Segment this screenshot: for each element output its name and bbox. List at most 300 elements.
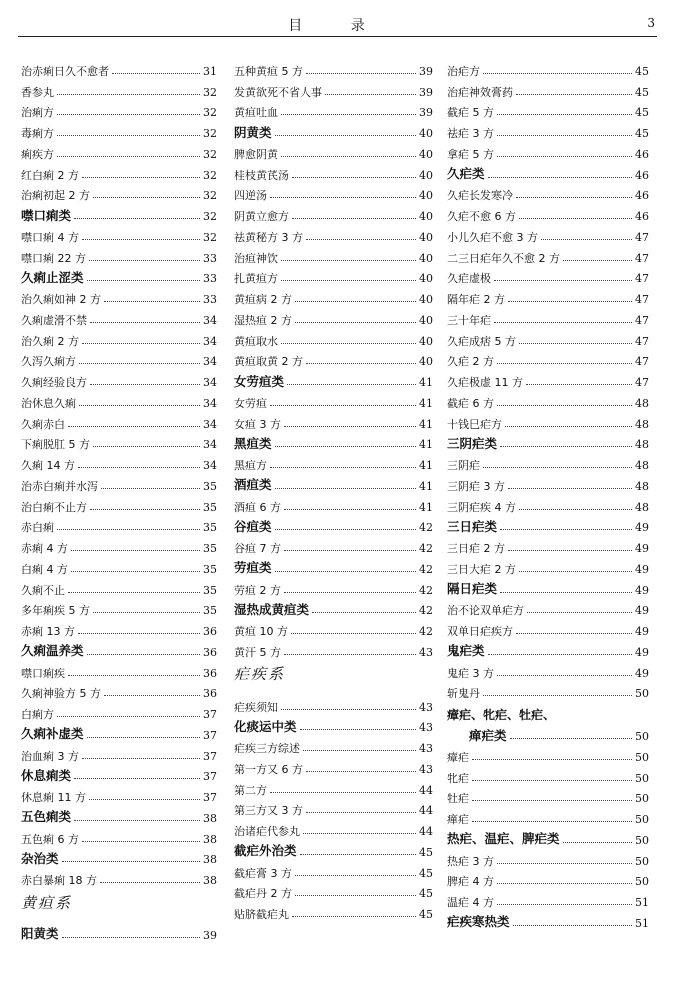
dot-leader <box>303 750 416 751</box>
toc-entry-title: 牝疟 <box>447 771 469 785</box>
toc-entry[interactable] <box>21 222 217 243</box>
toc-entry[interactable] <box>234 243 433 264</box>
toc-entry[interactable] <box>21 513 217 534</box>
dot-leader <box>57 716 200 717</box>
toc-entry-title: 休息痢 11 方 <box>21 791 86 804</box>
toc-page-number: 40 <box>419 334 433 348</box>
toc-entry-title: 祛疟 3 方 <box>447 127 494 140</box>
toc-entry[interactable] <box>447 658 649 679</box>
toc-entry-title: 瘴疟 <box>447 750 469 764</box>
toc-entry[interactable] <box>447 56 649 77</box>
toc-page-number: 50 <box>635 854 649 868</box>
toc-entry[interactable] <box>447 846 649 867</box>
toc-category-heading[interactable] <box>234 430 433 451</box>
dot-leader <box>508 301 632 302</box>
toc-category-heading[interactable] <box>234 596 433 617</box>
toc-entry[interactable] <box>21 782 217 803</box>
toc-page-number: 32 <box>203 106 217 120</box>
toc-entry[interactable] <box>447 533 649 554</box>
toc-entry[interactable] <box>234 637 433 658</box>
toc-entry-title: 酒疸 6 方 <box>234 500 281 514</box>
toc-category-heading[interactable] <box>234 837 433 858</box>
toc-entry-title: 红白痢 2 方 <box>21 168 79 182</box>
toc-entry[interactable] <box>447 98 649 119</box>
toc-entry[interactable] <box>234 139 433 160</box>
toc-entry-title: 赤痢 13 方 <box>21 625 75 638</box>
toc-entry[interactable] <box>234 616 433 637</box>
toc-entry[interactable] <box>447 784 649 805</box>
toc-entry[interactable] <box>447 887 649 908</box>
toc-entry-title: 黑疸方 <box>234 459 267 472</box>
dot-leader <box>281 280 416 281</box>
dot-leader <box>500 529 632 530</box>
toc-entry[interactable] <box>21 305 217 326</box>
toc-entry[interactable] <box>21 388 217 409</box>
toc-page-number: 45 <box>635 106 649 120</box>
toc-page-number: 40 <box>419 313 433 327</box>
toc-page-number: 34 <box>203 334 217 348</box>
dot-leader <box>93 446 200 447</box>
toc-page-number: 47 <box>635 313 649 327</box>
dot-leader <box>497 156 632 157</box>
toc-category-heading[interactable] <box>447 699 649 721</box>
toc-entry[interactable] <box>447 679 649 700</box>
toc-category-heading[interactable] <box>21 762 217 783</box>
dot-leader <box>292 916 416 917</box>
toc-entry-title: 久痢止涩类 <box>21 269 84 285</box>
toc-entry[interactable] <box>234 816 433 837</box>
toc-page-number: 43 <box>419 700 433 714</box>
toc-entry-title: 截疟外治类 <box>234 843 297 859</box>
toc-page-number: 41 <box>419 479 433 493</box>
toc-entry-title: 久疟成痞 5 方 <box>447 334 516 348</box>
toc-page-number: 45 <box>419 866 433 880</box>
toc-entry[interactable] <box>234 222 433 243</box>
toc-entry[interactable] <box>21 118 217 139</box>
toc-entry[interactable] <box>234 533 433 554</box>
toc-page-number: 42 <box>419 583 433 597</box>
dot-leader <box>270 467 416 468</box>
toc-page-number: 47 <box>635 376 649 389</box>
toc-entry[interactable] <box>447 118 649 139</box>
toc-entry[interactable] <box>21 554 217 575</box>
toc-page-number: 50 <box>635 771 649 785</box>
dot-leader <box>312 612 416 613</box>
toc-entry[interactable] <box>21 430 217 451</box>
toc-entry[interactable] <box>234 201 433 222</box>
toc-entry[interactable] <box>447 284 649 305</box>
toc-entry-title: 黄疸病 2 方 <box>234 293 292 306</box>
toc-page-number: 41 <box>419 376 433 389</box>
toc-page-number: 51 <box>635 916 649 930</box>
toc-page-number: 33 <box>203 251 217 265</box>
toc-entry[interactable] <box>21 679 217 700</box>
toc-entry[interactable] <box>447 450 649 471</box>
toc-category-heading[interactable] <box>447 721 649 742</box>
toc-page-number: 33 <box>203 293 217 306</box>
toc-entry[interactable] <box>234 754 433 775</box>
toc-entry[interactable] <box>234 347 433 368</box>
toc-category-heading[interactable] <box>21 845 217 866</box>
toc-entry-title: 治休息久痢 <box>21 396 76 410</box>
toc-page-number: 46 <box>635 189 649 203</box>
toc-category-heading[interactable] <box>447 825 649 846</box>
dot-leader <box>82 239 200 240</box>
toc-entry[interactable] <box>234 409 433 430</box>
toc-entry[interactable] <box>447 554 649 575</box>
toc-page-number: 32 <box>203 189 217 203</box>
dot-leader <box>100 882 200 883</box>
toc-category-heading[interactable] <box>447 908 649 929</box>
toc-entry[interactable] <box>447 139 649 160</box>
toc-entry[interactable] <box>447 616 649 637</box>
toc-entry[interactable] <box>234 575 433 596</box>
toc-page-number: 43 <box>419 721 433 735</box>
toc-entry-title: 赤白暴痢 18 方 <box>21 874 97 887</box>
toc-page-number: 32 <box>203 210 217 223</box>
dot-leader <box>284 426 416 427</box>
toc-entry-title: 隔日疟类 <box>447 581 498 596</box>
toc-entry[interactable] <box>447 222 649 243</box>
toc-entry[interactable] <box>447 347 649 368</box>
toc-entry-title: 第一方又 6 方 <box>234 762 303 776</box>
dot-leader <box>519 509 632 510</box>
dot-leader <box>541 239 632 240</box>
toc-page-number: 47 <box>635 251 649 265</box>
toc-entry[interactable] <box>21 596 217 617</box>
toc-entry[interactable] <box>21 575 217 596</box>
dot-leader <box>79 363 200 364</box>
toc-entry[interactable] <box>21 409 217 430</box>
toc-entry-title: 黄疸取黄 2 方 <box>234 355 303 369</box>
toc-page-number: 49 <box>635 645 649 659</box>
toc-entry[interactable] <box>21 658 217 679</box>
toc-entry-title: 疟疾须知 <box>234 700 278 714</box>
toc-entry[interactable] <box>447 742 649 763</box>
toc-page-number: 47 <box>635 272 649 286</box>
toc-entry-title: 瘅疟 <box>447 813 469 826</box>
toc-entry[interactable] <box>234 160 433 181</box>
toc-entry[interactable] <box>447 264 649 285</box>
dot-leader <box>306 363 416 364</box>
toc-category-heading[interactable] <box>21 720 217 741</box>
toc-page-number: 39 <box>419 64 433 78</box>
toc-page-number: 49 <box>635 542 649 555</box>
toc-entry[interactable] <box>234 326 433 347</box>
toc-entry[interactable] <box>21 181 217 202</box>
toc-entry-title: 四逆汤 <box>234 189 267 203</box>
toc-entry-title: 阴黄立愈方 <box>234 210 289 223</box>
dot-leader <box>90 384 200 385</box>
dot-leader <box>497 363 632 364</box>
dot-leader <box>500 592 632 593</box>
toc-entry[interactable] <box>21 56 217 77</box>
toc-entry[interactable] <box>234 492 433 513</box>
dot-leader <box>303 833 416 834</box>
toc-page-number: 44 <box>419 783 433 797</box>
toc-entry[interactable] <box>447 243 649 264</box>
toc-entry[interactable] <box>21 450 217 471</box>
toc-page-number: 49 <box>635 583 649 597</box>
toc-entry[interactable] <box>447 492 649 513</box>
toc-page-number: 41 <box>419 500 433 514</box>
toc-entry[interactable] <box>234 77 433 98</box>
dot-leader <box>500 446 632 447</box>
toc-category-heading[interactable] <box>21 201 217 222</box>
toc-page-number: 47 <box>635 334 649 348</box>
toc-entry-title: 三日疟 2 方 <box>447 542 505 555</box>
toc-page-number: 49 <box>635 521 649 535</box>
dot-leader <box>275 135 416 136</box>
toc-entry-title: 拿疟 5 方 <box>447 147 494 161</box>
toc-entry-title: 劳疸 2 方 <box>234 583 281 597</box>
dot-leader <box>497 883 632 884</box>
dot-leader <box>472 800 632 801</box>
toc-entry-title: 酒疸类 <box>234 477 272 493</box>
toc-entry-title: 白痢 4 方 <box>21 562 68 576</box>
dot-leader <box>519 571 632 572</box>
toc-entry[interactable] <box>21 865 217 886</box>
toc-entry[interactable] <box>234 98 433 119</box>
dot-leader <box>508 550 632 551</box>
dot-leader <box>510 738 632 739</box>
toc-entry[interactable] <box>447 326 649 347</box>
toc-entry-title: 下痢脱肛 5 方 <box>21 438 90 452</box>
toc-entry[interactable] <box>21 347 217 368</box>
toc-page-number: 40 <box>419 147 433 161</box>
toc-page-number: 41 <box>419 459 433 472</box>
toc-entry-title: 小儿久疟不愈 3 方 <box>447 230 538 244</box>
toc-entry[interactable] <box>21 326 217 347</box>
toc-entry[interactable] <box>234 450 433 471</box>
toc-entry-title: 毒痢方 <box>21 127 54 140</box>
toc-category-heading[interactable] <box>234 471 433 492</box>
toc-entry-title: 久痢虚滑不禁 <box>21 313 87 327</box>
toc-entry[interactable] <box>447 201 649 222</box>
toc-page-number: 38 <box>203 832 217 846</box>
toc-category-heading[interactable] <box>447 160 649 181</box>
toc-category-heading[interactable] <box>447 430 649 451</box>
toc-page-number: 47 <box>635 230 649 244</box>
toc-category-heading[interactable] <box>447 637 649 658</box>
toc-category-heading[interactable] <box>234 513 433 534</box>
toc-entry[interactable] <box>447 409 649 430</box>
toc-entry-title: 久痢 14 方 <box>21 459 75 472</box>
toc-entry[interactable] <box>21 284 217 305</box>
dot-leader <box>497 675 632 676</box>
dot-leader <box>497 904 632 905</box>
toc-page-number: 36 <box>203 645 217 659</box>
toc-entry[interactable] <box>234 796 433 817</box>
toc-entry-title: 第二方 <box>234 783 267 797</box>
toc-page-number: 34 <box>203 396 217 410</box>
dot-leader <box>57 156 200 157</box>
page-number: 3 <box>647 16 655 30</box>
dot-leader <box>300 729 416 730</box>
toc-entry[interactable] <box>21 367 217 388</box>
toc-entry[interactable] <box>234 692 433 713</box>
toc-entry[interactable] <box>447 596 649 617</box>
toc-page-number: 43 <box>419 762 433 776</box>
toc-entry-title: 三阴疟 3 方 <box>447 479 505 493</box>
toc-entry-title: 脾愈阴黄 <box>234 147 278 161</box>
dot-leader <box>472 759 632 760</box>
toc-entry-title: 鬼疟类 <box>447 643 485 659</box>
toc-category-heading[interactable] <box>21 264 217 285</box>
toc-entry-title: 截疟膏 3 方 <box>234 866 292 880</box>
toc-page-number: 43 <box>419 645 433 659</box>
toc-entry[interactable] <box>21 98 217 119</box>
toc-category-heading[interactable] <box>447 513 649 534</box>
dot-leader <box>270 792 416 793</box>
toc-page-number: 37 <box>203 728 217 742</box>
toc-page-number: 50 <box>635 687 649 701</box>
toc-entry-title: 化痰运中类 <box>234 718 297 734</box>
toc-entry[interactable] <box>21 471 217 492</box>
toc-entry[interactable] <box>21 741 217 762</box>
dot-leader <box>497 405 632 406</box>
dot-leader <box>82 841 200 842</box>
toc-entry-title: 五色痢类 <box>21 809 72 825</box>
toc-entry[interactable] <box>21 824 217 845</box>
toc-entry[interactable] <box>447 804 649 825</box>
toc-entry[interactable] <box>447 181 649 202</box>
toc-entry[interactable] <box>234 388 433 409</box>
toc-category-heading[interactable] <box>234 367 433 388</box>
toc-entry[interactable] <box>21 533 217 554</box>
dot-leader <box>306 771 416 772</box>
toc-entry[interactable] <box>447 867 649 888</box>
toc-section-title[interactable] <box>21 886 217 920</box>
toc-category-heading[interactable] <box>21 920 217 941</box>
toc-entry-title: 久痢赤白 <box>21 417 65 431</box>
dot-leader <box>306 812 416 813</box>
toc-entry-title: 贴脐截疟丸 <box>234 908 289 921</box>
toc-category-heading[interactable] <box>234 554 433 575</box>
toc-entry[interactable] <box>447 367 649 388</box>
dot-leader <box>281 709 416 710</box>
toc-category-heading[interactable] <box>234 118 433 139</box>
toc-category-heading[interactable] <box>234 713 433 734</box>
toc-page-number: 36 <box>203 625 217 638</box>
toc-entry[interactable] <box>21 139 217 160</box>
toc-page-number: 45 <box>419 845 433 859</box>
toc-entry-title: 噤口痢疾 <box>21 666 65 680</box>
toc-page-number: 40 <box>419 293 433 306</box>
toc-entry[interactable] <box>21 77 217 98</box>
toc-entry-title: 女劳疸类 <box>234 373 285 389</box>
toc-entry[interactable] <box>21 492 217 513</box>
dot-leader <box>275 529 416 530</box>
toc-entry[interactable] <box>234 733 433 754</box>
toc-entry[interactable] <box>447 388 649 409</box>
toc-page-number: 39 <box>203 928 217 942</box>
dot-leader <box>68 592 200 593</box>
toc-entry[interactable] <box>21 243 217 264</box>
toc-page-number: 35 <box>203 500 217 514</box>
dot-leader <box>104 695 200 696</box>
toc-entry[interactable] <box>234 899 433 920</box>
dot-leader <box>281 260 416 261</box>
dot-leader <box>306 239 416 240</box>
toc-page-number: 33 <box>203 272 217 286</box>
toc-category-heading[interactable] <box>447 575 649 596</box>
dot-leader <box>89 799 200 800</box>
toc-section-title[interactable] <box>234 658 433 692</box>
toc-page-number: 49 <box>635 604 649 618</box>
toc-page-number: 42 <box>419 562 433 576</box>
toc-category-heading[interactable] <box>21 637 217 658</box>
toc-entry-title: 截疟丹 2 方 <box>234 887 292 901</box>
toc-category-heading[interactable] <box>21 803 217 824</box>
toc-page-number: 48 <box>635 500 649 514</box>
dot-leader <box>516 94 632 95</box>
toc-entry-title: 治久痢如神 2 方 <box>21 293 101 306</box>
toc-entry[interactable] <box>21 699 217 720</box>
dot-leader <box>508 488 632 489</box>
toc-entry[interactable] <box>234 264 433 285</box>
toc-entry[interactable] <box>447 763 649 784</box>
dot-leader <box>87 654 200 655</box>
toc-entry[interactable] <box>234 56 433 77</box>
dot-leader <box>104 301 200 302</box>
dot-leader <box>78 633 200 634</box>
toc-page-number: 48 <box>635 417 649 431</box>
toc-page-number: 49 <box>635 625 649 638</box>
toc-entry-title: 桂枝黄芪汤 <box>234 168 289 182</box>
dot-leader <box>295 322 416 323</box>
toc-entry[interactable] <box>447 77 649 98</box>
toc-page-number: 42 <box>419 625 433 638</box>
toc-entry-title: 疟疾三方综述 <box>234 742 300 755</box>
dot-leader <box>82 177 200 178</box>
toc-entry[interactable] <box>234 305 433 326</box>
dot-leader <box>79 405 200 406</box>
toc-entry-title: 十钱巳疟方 <box>447 417 502 431</box>
dot-leader <box>494 322 632 323</box>
toc-page-number: 35 <box>203 521 217 535</box>
dot-leader <box>284 509 416 510</box>
toc-entry[interactable] <box>234 775 433 796</box>
dot-leader <box>284 592 416 593</box>
toc-entry[interactable] <box>447 305 649 326</box>
toc-entry-title: 三十年疟 <box>447 313 491 327</box>
toc-entry-title: 三阴疟类 <box>447 435 498 451</box>
toc-entry-title: 瘅疟类 <box>469 727 507 743</box>
toc-entry-title: 久疟长发寒冷 <box>447 189 513 203</box>
toc-entry-title: 瘴疟、牝疟、牡疟、 <box>447 708 556 723</box>
toc-entry[interactable] <box>234 181 433 202</box>
toc-entry[interactable] <box>21 160 217 181</box>
toc-entry-title: 噤口痢类 <box>21 207 72 223</box>
dot-leader <box>270 405 416 406</box>
dot-leader <box>291 633 416 634</box>
dot-leader <box>275 488 416 489</box>
toc-entry-title: 久疟虚极 <box>447 272 491 286</box>
toc-entry[interactable] <box>234 879 433 900</box>
toc-page-number: 34 <box>203 438 217 452</box>
toc-entry-title: 治不论双单疟方 <box>447 604 524 618</box>
dot-leader <box>74 820 200 821</box>
toc-entry[interactable] <box>234 858 433 879</box>
toc-entry[interactable] <box>234 284 433 305</box>
toc-entry[interactable] <box>21 616 217 637</box>
toc-entry[interactable] <box>447 471 649 492</box>
toc-page-number: 42 <box>419 542 433 555</box>
toc-entry-title: 黄汗 5 方 <box>234 645 281 659</box>
toc-page-number: 48 <box>635 479 649 493</box>
toc-entry-title: 治疟方 <box>447 64 480 78</box>
